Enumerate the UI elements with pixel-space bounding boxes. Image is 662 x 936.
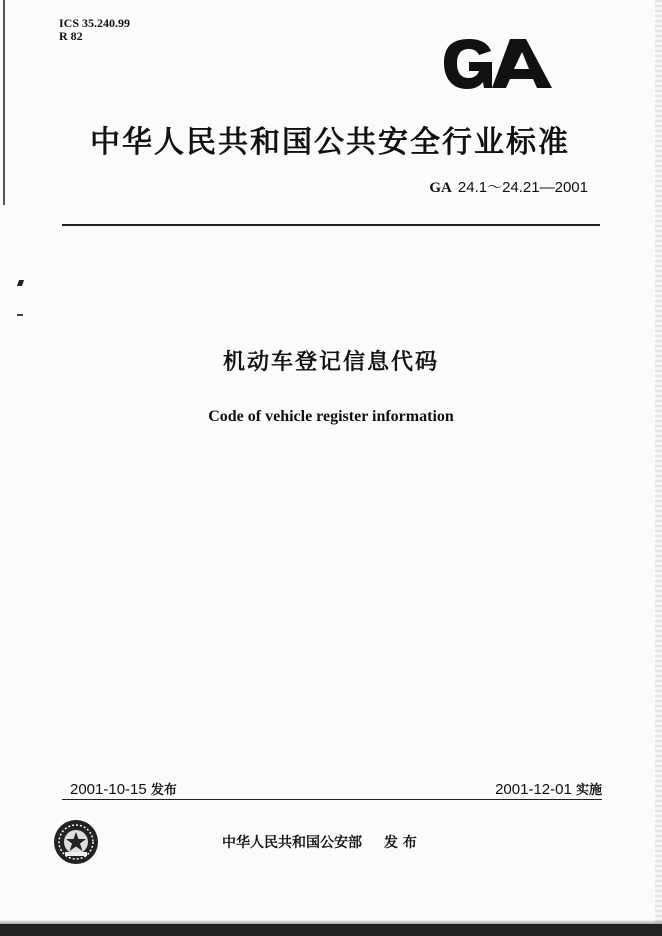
implementation-date-label: 实施 [575, 783, 602, 798]
issue-date-value: 2001-10-15 [70, 781, 147, 798]
issue-date-label: 发布 [150, 783, 177, 798]
scan-edge-bottom [0, 924, 662, 936]
police-emblem-icon [52, 818, 100, 866]
publisher [222, 832, 417, 852]
bottom-divider [62, 799, 602, 800]
classification-codes [59, 17, 130, 43]
ics-code: ICS 35.240.99 [59, 16, 131, 30]
publisher-name: 中华人民共和国公安部 [222, 835, 362, 851]
publisher-action: 发 布 [384, 835, 417, 851]
scan-margin-line [3, 0, 5, 205]
scan-artifact-mark [17, 314, 23, 316]
scan-edge-right [655, 0, 662, 936]
ccs-code: R 82 [59, 29, 83, 43]
ga-logo-letter-g [444, 39, 492, 89]
standard-category: 中华人民共和国公共安全行业标准 [90, 125, 570, 160]
document-title-english: Code of vehicle register information [208, 408, 454, 425]
implementation-date-value: 2001-12-01 [495, 781, 572, 798]
document-title-chinese: 机动车登记信息代码 [222, 350, 439, 375]
standard-number [429, 176, 588, 197]
ga-logo-letter-a [492, 39, 552, 88]
issue-date [70, 779, 177, 798]
scan-artifact-mark [17, 280, 24, 286]
standard-number-prefix: GA [429, 180, 452, 196]
ga-logo [440, 37, 555, 90]
implementation-date [495, 779, 602, 798]
standard-number-range: 24.1～24.21—2001 [457, 179, 588, 196]
top-divider [62, 224, 600, 226]
